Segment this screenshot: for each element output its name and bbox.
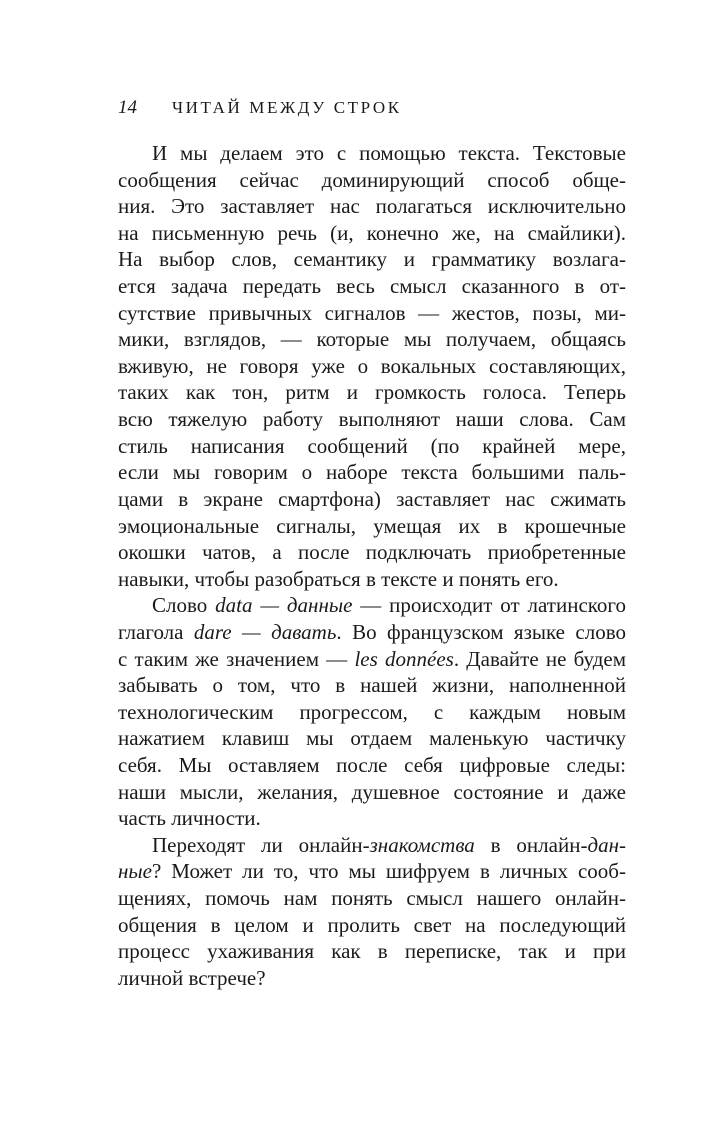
text-run: на письменную речь (и, конечно же, на смайлики).: [118, 220, 626, 245]
italic-text: дан-: [587, 832, 626, 857]
text-line: [118, 459, 626, 486]
body-text: [118, 140, 626, 992]
text-run: . Во французском языке слово: [336, 619, 626, 644]
text-line: [118, 858, 626, 885]
text-line: [118, 646, 626, 673]
text-line: [118, 885, 626, 912]
text-run: мики, взглядов, — которые мы получаем, общаясь: [118, 327, 626, 352]
text-line: [118, 193, 626, 220]
text-line: [118, 220, 626, 247]
text-run: глагола: [118, 619, 194, 644]
text-line: [118, 805, 626, 832]
text-line: [118, 246, 626, 273]
text-line: [118, 752, 626, 779]
text-run: Переходят ли онлайн-: [152, 832, 370, 857]
text-run: И мы делаем это с помощью текста. Текстовые: [152, 141, 626, 165]
text-run: окошки чатов, а после подключать приобретенные: [118, 540, 626, 565]
text-line: [118, 300, 626, 327]
text-line: [118, 779, 626, 806]
text-run: сообщения сейчас доминирующий способ обще-: [118, 167, 626, 192]
text-run: стиль написания сообщений (по крайней мере,: [118, 433, 626, 458]
text-run: вживую, не говоря уже о вокальных составляющих,: [118, 353, 626, 378]
text-line: [118, 938, 626, 965]
text-run: общения в целом и пролить свет на последующий: [118, 912, 626, 937]
text-run: себя. Мы оставляем после себя цифровые следы:: [118, 753, 626, 778]
text-line: [118, 566, 626, 593]
text-line: [118, 539, 626, 566]
text-run: технологическим прогрессом, с каждым новым: [118, 699, 626, 724]
text-run: Слово: [152, 593, 216, 618]
text-line: [118, 619, 626, 646]
text-run: ется задача передать весь смысл сказанного в от-: [118, 274, 626, 299]
text-line: [118, 592, 626, 619]
text-run: На выбор слов, семантику и грамматику возлага-: [118, 247, 626, 272]
text-run: наши мысли, желания, душевное состояние и даже: [118, 779, 626, 804]
italic-text: les données: [354, 646, 454, 671]
text-line: [118, 353, 626, 380]
text-run: часть личности.: [118, 806, 261, 831]
text-line: [118, 832, 626, 859]
text-run: процесс ухаживания как в переписке, так и при: [118, 939, 626, 964]
text-run: щениях, помочь нам понять смысл нашего онлайн-: [118, 886, 626, 911]
text-run: нажатием клавиш мы отдаем маленькую частичку: [118, 726, 626, 751]
text-run: если мы говорим о наборе текста большими паль-: [118, 460, 626, 485]
running-head: [118, 93, 638, 123]
text-run: с таким же значением —: [118, 646, 355, 671]
text-run: забывать о том, что в нашей жизни, наполненной: [118, 673, 626, 698]
italic-text: dare — давать: [193, 619, 337, 644]
text-line: [118, 140, 626, 167]
text-run: таких как тон, ритм и громкость голоса. Теперь: [118, 380, 626, 405]
text-run: личной встрече?: [118, 965, 266, 990]
text-line: [118, 379, 626, 406]
text-line: [118, 513, 626, 540]
page-number: 14: [118, 97, 137, 118]
text-line: [118, 912, 626, 939]
running-title: ЧИТАЙ МЕЖДУ СТРОК: [172, 98, 402, 117]
text-run: . Давайте не будем: [453, 646, 626, 671]
text-run: навыки, чтобы разобраться в тексте и понять его.: [118, 566, 559, 591]
text-run: всю тяжелую работу выполняют наши слова. Сам: [118, 407, 626, 432]
text-run: ? Может ли то, что мы шифруем в личных сооб-: [151, 859, 626, 884]
text-line: [118, 699, 626, 726]
text-line: [118, 326, 626, 353]
text-line: [118, 965, 626, 992]
italic-text: знакомства: [369, 832, 475, 857]
text-line: [118, 167, 626, 194]
text-run: — происходит от латинского: [352, 593, 626, 618]
text-line: [118, 486, 626, 513]
text-line: [118, 672, 626, 699]
text-run: в онлайн-: [474, 832, 588, 857]
text-line: [118, 406, 626, 433]
text-run: эмоциональные сигналы, умещая их в крошечные: [118, 513, 626, 538]
text-line: [118, 433, 626, 460]
text-run: цами в экране смартфона) заставляет нас сжимать: [118, 486, 626, 511]
text-line: [118, 725, 626, 752]
text-run: ния. Это заставляет нас полагаться исключительно: [118, 194, 626, 219]
text-line: [118, 273, 626, 300]
italic-text: data — данные: [215, 593, 353, 618]
text-run: сутствие привычных сигналов — жестов, позы, ми-: [118, 300, 626, 325]
italic-text: ные: [118, 859, 152, 884]
